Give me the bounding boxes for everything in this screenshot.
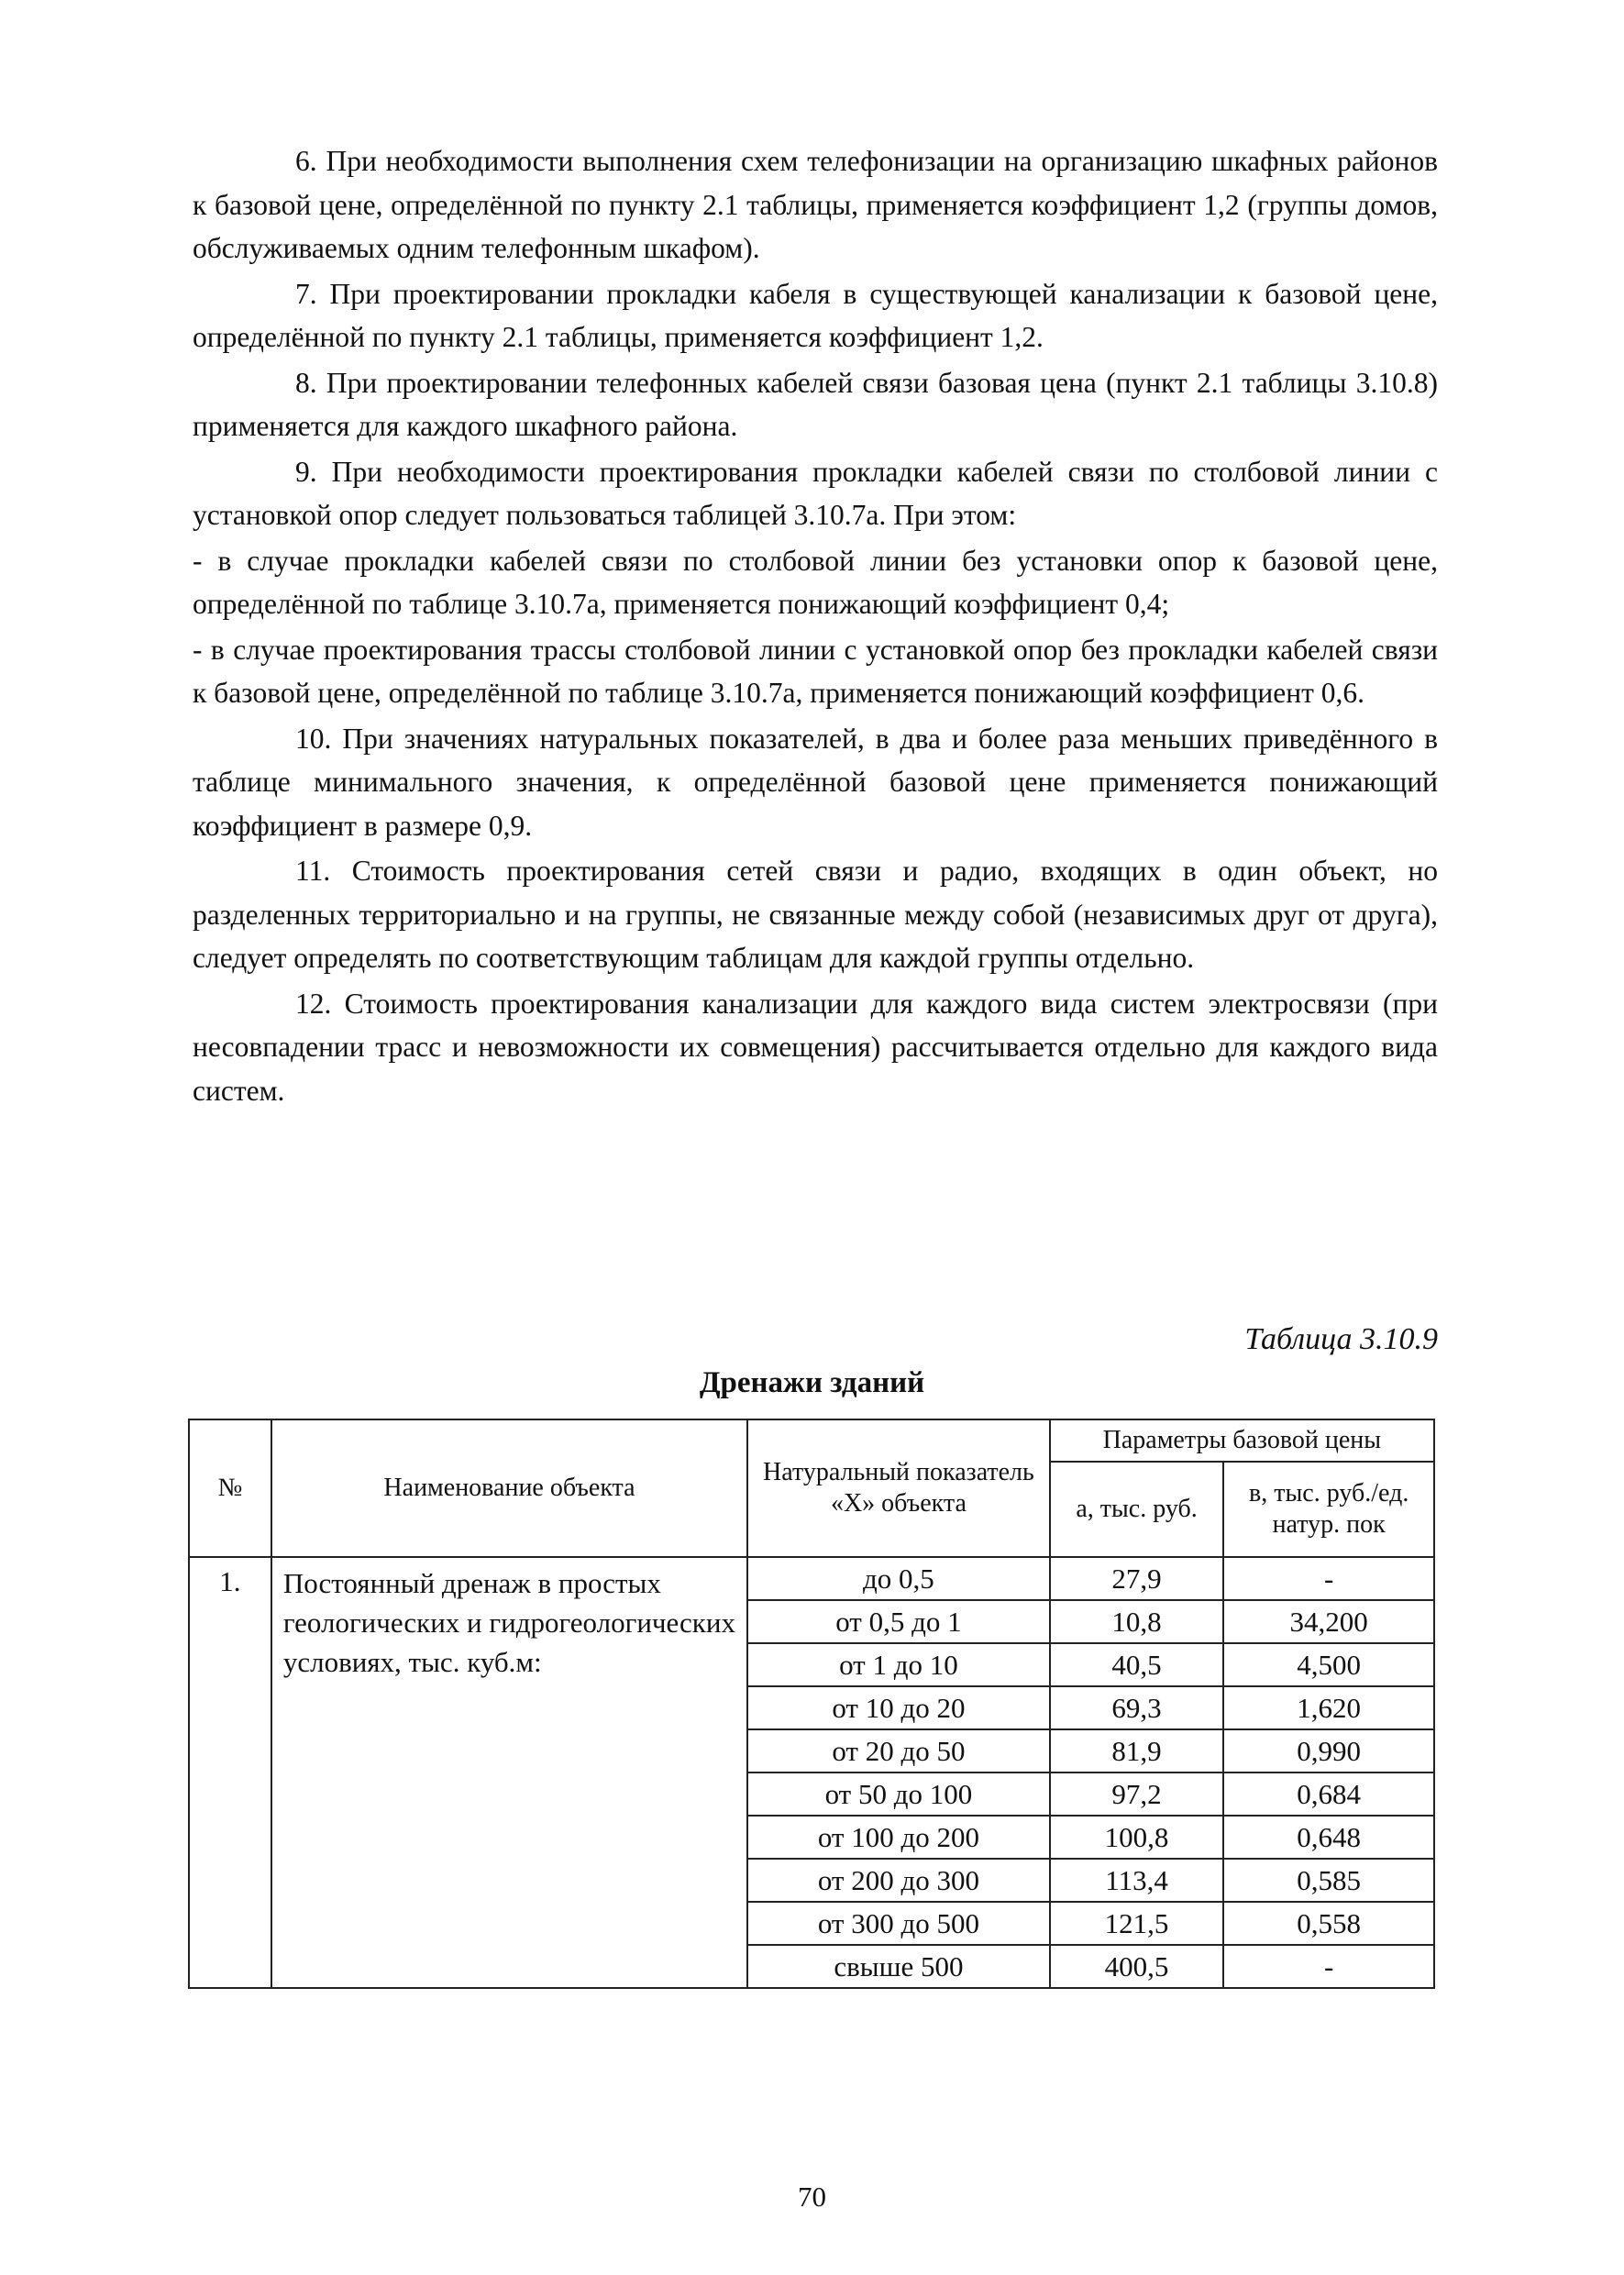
- param-a-cell: 113,4: [1050, 1859, 1224, 1902]
- header-param-a: а, тыс. руб.: [1050, 1462, 1224, 1557]
- paragraph-9: 9. При необходимости проектирования прокладки кабелей связи по столбовой линии с установкой опор следует пользоваться таблицей 3.10.7а. При этом:: [193, 455, 1438, 531]
- param-b-cell: 4,500: [1223, 1643, 1434, 1686]
- paragraph-10: 10. При значениях натуральных показателей, в два и более раза меньших приведённого в таблице минимального значения, к определённой базовой цене применяется понижающий коэффициент в размере 0,9.: [193, 722, 1438, 842]
- paragraph-6: 6. При необходимости выполнения схем телефонизации на организацию шкафных районов к базовой цене, определённой по пункту 2.1 таблицы, применяется коэффициент 1,2 (группы домов, обслуживаемых одним телефонным шкафом).: [193, 145, 1438, 264]
- header-object-name: Наименование объекта: [271, 1419, 747, 1557]
- param-a-cell: 69,3: [1050, 1686, 1224, 1729]
- item-name: Постоянный дренаж в простых геологических и гидрогеологических условиях, тыс. куб.м:: [271, 1557, 747, 1988]
- drainage-price-table: [188, 1419, 1435, 1989]
- param-a-cell: 40,5: [1050, 1643, 1224, 1686]
- param-a-cell: 81,9: [1050, 1729, 1224, 1773]
- param-b-cell: -: [1223, 1945, 1434, 1988]
- param-b-cell: 0,558: [1223, 1902, 1434, 1945]
- table-body: [189, 1557, 1434, 1988]
- param-a-cell: 121,5: [1050, 1902, 1224, 1945]
- header-param-b: в, тыс. руб./ед. натур. пок: [1223, 1462, 1434, 1557]
- param-b-cell: 0,684: [1223, 1773, 1434, 1816]
- param-a-cell: 27,9: [1050, 1557, 1224, 1600]
- header-indicator: Натуральный показатель «X» объекта: [747, 1419, 1050, 1557]
- paragraph-11: 11. Стоимость проектирования сетей связи и радио, входящих в один объект, но разделенных территориально и на группы, не связанные между собой (независимых друг от друга), следует определять по соответствующим таблицам для каждой группы отдельно.: [193, 855, 1438, 974]
- range-cell: свыше 500: [747, 1945, 1050, 1988]
- paragraph-8: 8. При проектировании телефонных кабелей связи базовая цена (пункт 2.1 таблицы 3.10.8) применяется для каждого шкафного района.: [193, 366, 1438, 442]
- range-cell: от 20 до 50: [747, 1729, 1050, 1773]
- param-b-cell: 34,200: [1223, 1600, 1434, 1643]
- range-cell: до 0,5: [747, 1557, 1050, 1600]
- range-cell: от 100 до 200: [747, 1816, 1050, 1859]
- paragraph-9-item-1: - в случае прокладки кабелей связи по столбовой линии без установки опор к базовой цене, определённой по таблице 3.10.7а, применяется понижающий коэффициент 0,4;: [193, 544, 1438, 620]
- param-b-cell: 0,585: [1223, 1859, 1434, 1902]
- param-b-cell: -: [1223, 1557, 1434, 1600]
- header-base-price-params: Параметры базовой цены: [1050, 1419, 1434, 1462]
- table-label: Таблица 3.10.9: [1244, 1322, 1438, 1356]
- page-number: 70: [798, 2181, 826, 2213]
- range-cell: от 300 до 500: [747, 1902, 1050, 1945]
- param-a-cell: 400,5: [1050, 1945, 1224, 1988]
- header-number: №: [189, 1419, 271, 1557]
- body-text: [193, 139, 1438, 1114]
- table-row: [189, 1557, 1434, 1600]
- paragraph-12: 12. Стоимость проектирования канализации для каждого вида систем электросвязи (при несовпадении трасс и невозможности их совмещения) рассчитывается отдельно для каждого вида систем.: [193, 987, 1438, 1107]
- item-number: 1.: [189, 1557, 271, 1988]
- param-b-cell: 0,990: [1223, 1729, 1434, 1773]
- param-b-cell: 1,620: [1223, 1686, 1434, 1729]
- param-a-cell: 97,2: [1050, 1773, 1224, 1816]
- table-title: Дренажи зданий: [699, 1366, 925, 1399]
- paragraph-7: 7. При проектировании прокладки кабеля в существующей канализации к базовой цене, определённой по пункту 2.1 таблицы, применяется коэффициент 1,2.: [193, 277, 1438, 353]
- range-cell: от 200 до 300: [747, 1859, 1050, 1902]
- param-a-cell: 10,8: [1050, 1600, 1224, 1643]
- paragraph-9-item-2: - в случае проектирования трассы столбовой линии с установкой опор без прокладки кабелей связи к базовой цене, определённой по таблице 3.10.7а, применяется понижающий коэффициент 0,6.: [193, 633, 1438, 709]
- range-cell: от 10 до 20: [747, 1686, 1050, 1729]
- range-cell: от 1 до 10: [747, 1643, 1050, 1686]
- range-cell: от 50 до 100: [747, 1773, 1050, 1816]
- range-cell: от 0,5 до 1: [747, 1600, 1050, 1643]
- param-b-cell: 0,648: [1223, 1816, 1434, 1859]
- param-a-cell: 100,8: [1050, 1816, 1224, 1859]
